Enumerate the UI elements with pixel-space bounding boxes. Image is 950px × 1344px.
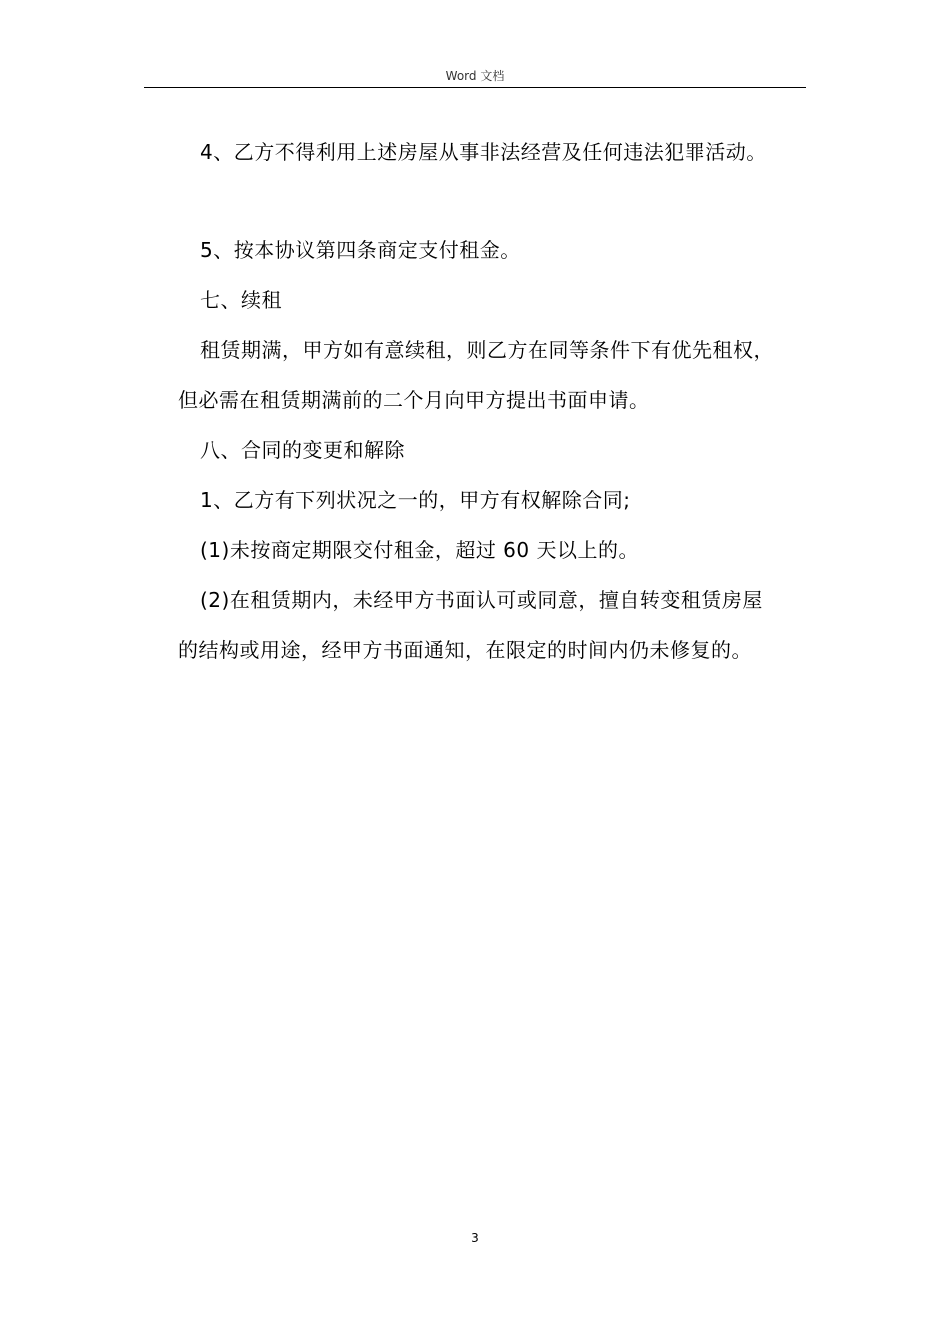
page-header: Word 文档 <box>445 69 505 83</box>
header-divider <box>144 87 806 88</box>
renewal-paragraph-line-2: 但必需在租赁期满前的二个月向甲方提出书面申请。 <box>178 388 650 412</box>
clause-5-paragraph: 5、按本协议第四条商定支付租金。 <box>200 238 521 262</box>
page-number: 3 <box>471 1231 479 1245</box>
termination-item-2-line-1: (2)在租赁期内，未经甲方书面认可或同意，擅自转变租赁房屋 <box>200 588 763 612</box>
clause-4-paragraph: 4、乙方不得利用上述房屋从事非法经营及任何违法犯罪活动。 <box>200 140 767 164</box>
section-seven-heading: 七、续租 <box>200 288 282 312</box>
renewal-paragraph-line-1: 租赁期满，甲方如有意续租，则乙方在同等条件下有优先租权， <box>200 338 774 362</box>
termination-clause-1: 1、乙方有下列状况之一的，甲方有权解除合同; <box>200 488 631 512</box>
termination-item-2-line-2: 的结构或用途，经甲方书面通知，在限定的时间内仍未修复的。 <box>178 638 752 662</box>
termination-item-1: (1)未按商定期限交付租金，超过 60 天以上的。 <box>200 538 639 562</box>
section-eight-heading: 八、合同的变更和解除 <box>200 438 405 462</box>
